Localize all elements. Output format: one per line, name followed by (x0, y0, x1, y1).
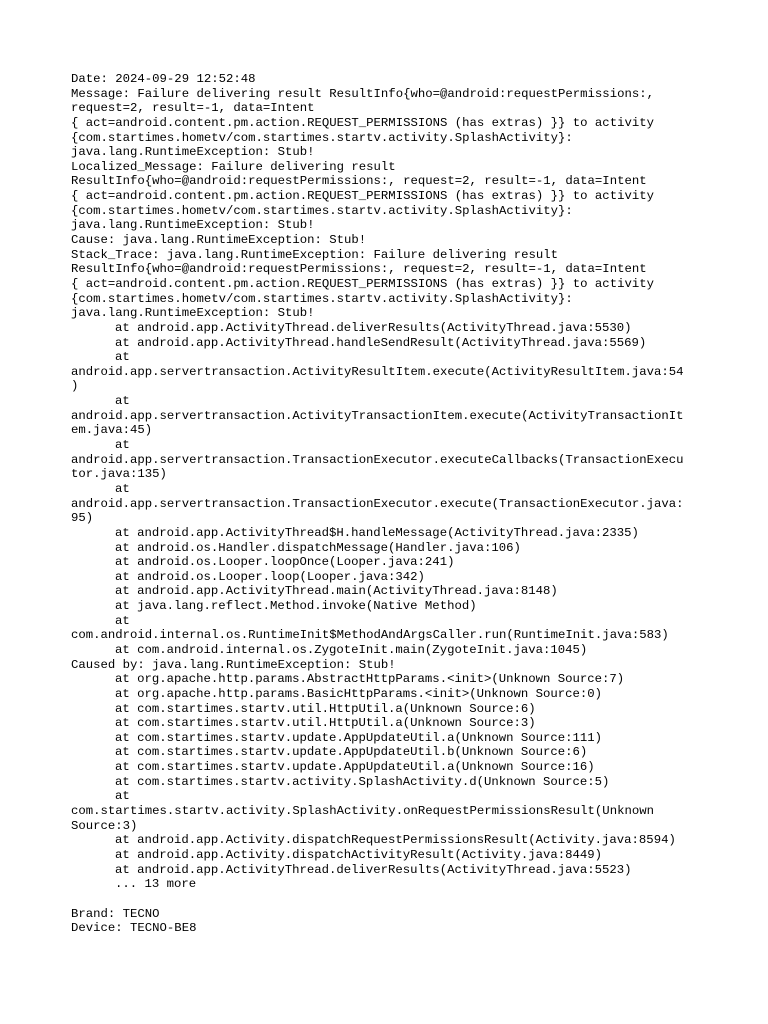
log-line: ) (71, 379, 79, 394)
log-line: Device: TECNO-BE8 (71, 921, 197, 936)
log-line: at android.app.ActivityThread.deliverResults(ActivityThread.java:5523) (115, 862, 632, 877)
log-blank-line (71, 892, 711, 907)
log-line: Stack_Trace: java.lang.RuntimeException: Failure delivering result (71, 247, 559, 262)
log-line: java.lang.RuntimeException: Stub! (71, 218, 315, 233)
log-line: request=2, result=-1, data=Intent (71, 101, 315, 116)
log-line: at (115, 613, 130, 628)
log-line: {com.startimes.hometv/com.startimes.startv.activity.SplashActivity}: (71, 130, 573, 145)
log-line: 95) (71, 511, 94, 526)
log-line: em.java:45) (71, 423, 153, 438)
log-line: Localized_Message: Failure delivering result (71, 159, 396, 174)
log-line: Cause: java.lang.RuntimeException: Stub! (71, 233, 367, 248)
log-line: at android.app.ActivityThread.deliverResults(ActivityThread.java:5530) (115, 320, 632, 335)
log-line: at com.startimes.startv.update.AppUpdateUtil.b(Unknown Source:6) (115, 745, 588, 760)
log-line: at android.os.Looper.loopOnce(Looper.java:241) (115, 555, 455, 570)
log-line: {com.startimes.hometv/com.startimes.startv.activity.SplashActivity}: (71, 291, 573, 306)
log-line: { act=android.content.pm.action.REQUEST_PERMISSIONS (has extras) }} to activity (71, 115, 654, 130)
log-line: at android.app.Activity.dispatchRequestPermissionsResult(Activity.java:8594) (115, 833, 676, 848)
log-line: Source:3) (71, 818, 138, 833)
log-line: tor.java:135) (71, 467, 167, 482)
log-line: Message: Failure delivering result ResultInfo{who=@android:requestPermissions:, (71, 86, 654, 101)
log-line: ... 13 more (115, 877, 197, 892)
log-line: android.app.servertransaction.TransactionExecutor.executeCallbacks(TransactionExecu (71, 452, 684, 467)
log-line: at android.os.Handler.dispatchMessage(Handler.java:106) (115, 540, 521, 555)
log-line: at android.app.Activity.dispatchActivityResult(Activity.java:8449) (115, 847, 603, 862)
log-line: at android.app.ActivityThread.handleSendResult(ActivityThread.java:5569) (115, 335, 647, 350)
log-line: ResultInfo{who=@android:requestPermissions:, request=2, result=-1, data=Intent (71, 174, 647, 189)
log-line: at com.android.internal.os.ZygoteInit.main(ZygoteInit.java:1045) (115, 642, 588, 657)
log-line: at com.startimes.startv.update.AppUpdateUtil.a(Unknown Source:16) (115, 760, 595, 775)
log-line: at org.apache.http.params.BasicHttpParams.<init>(Unknown Source:0) (115, 686, 603, 701)
log-line: at android.app.ActivityThread.main(ActivityThread.java:8148) (115, 584, 558, 599)
log-line: at com.startimes.startv.util.HttpUtil.a(Unknown Source:3) (115, 716, 536, 731)
log-line: at (115, 394, 130, 409)
log-line: at com.startimes.startv.util.HttpUtil.a(Unknown Source:6) (115, 701, 536, 716)
log-line: android.app.servertransaction.TransactionExecutor.execute(TransactionExecutor.java: (71, 496, 684, 511)
log-line: at android.os.Looper.loop(Looper.java:342) (115, 569, 425, 584)
log-line: at (115, 438, 130, 453)
log-line: android.app.servertransaction.ActivityTransactionItem.execute(ActivityTransactionIt (71, 408, 684, 423)
log-line: java.lang.RuntimeException: Stub! (71, 145, 315, 160)
crash-log-text (71, 72, 711, 936)
log-line: {com.startimes.hometv/com.startimes.startv.activity.SplashActivity}: (71, 203, 573, 218)
log-line: com.startimes.startv.activity.SplashActivity.onRequestPermissionsResult(Unknown (71, 804, 654, 819)
log-line: at (115, 481, 130, 496)
log-line: android.app.servertransaction.ActivityResultItem.execute(ActivityResultItem.java:54 (71, 364, 684, 379)
log-line: Caused by: java.lang.RuntimeException: Stub! (71, 657, 396, 672)
log-line: at com.startimes.startv.update.AppUpdateUtil.a(Unknown Source:111) (115, 730, 603, 745)
log-line: com.android.internal.os.RuntimeInit$MethodAndArgsCaller.run(RuntimeInit.java:583) (71, 628, 669, 643)
log-line: { act=android.content.pm.action.REQUEST_PERMISSIONS (has extras) }} to activity (71, 189, 654, 204)
log-line: Date: 2024-09-29 12:52:48 (71, 72, 256, 86)
log-line: at org.apache.http.params.AbstractHttpParams.<init>(Unknown Source:7) (115, 672, 625, 687)
log-line: at (115, 789, 130, 804)
log-line: java.lang.RuntimeException: Stub! (71, 306, 315, 321)
log-line: at com.startimes.startv.activity.SplashActivity.d(Unknown Source:5) (115, 774, 610, 789)
log-line: { act=android.content.pm.action.REQUEST_PERMISSIONS (has extras) }} to activity (71, 276, 654, 291)
log-line: at android.app.ActivityThread$H.handleMessage(ActivityThread.java:2335) (115, 525, 639, 540)
log-line: Brand: TECNO (71, 906, 160, 921)
log-line: at java.lang.reflect.Method.invoke(Native Method) (115, 599, 477, 614)
log-line: at (115, 350, 130, 365)
log-line: ResultInfo{who=@android:requestPermissions:, request=2, result=-1, data=Intent (71, 262, 647, 277)
